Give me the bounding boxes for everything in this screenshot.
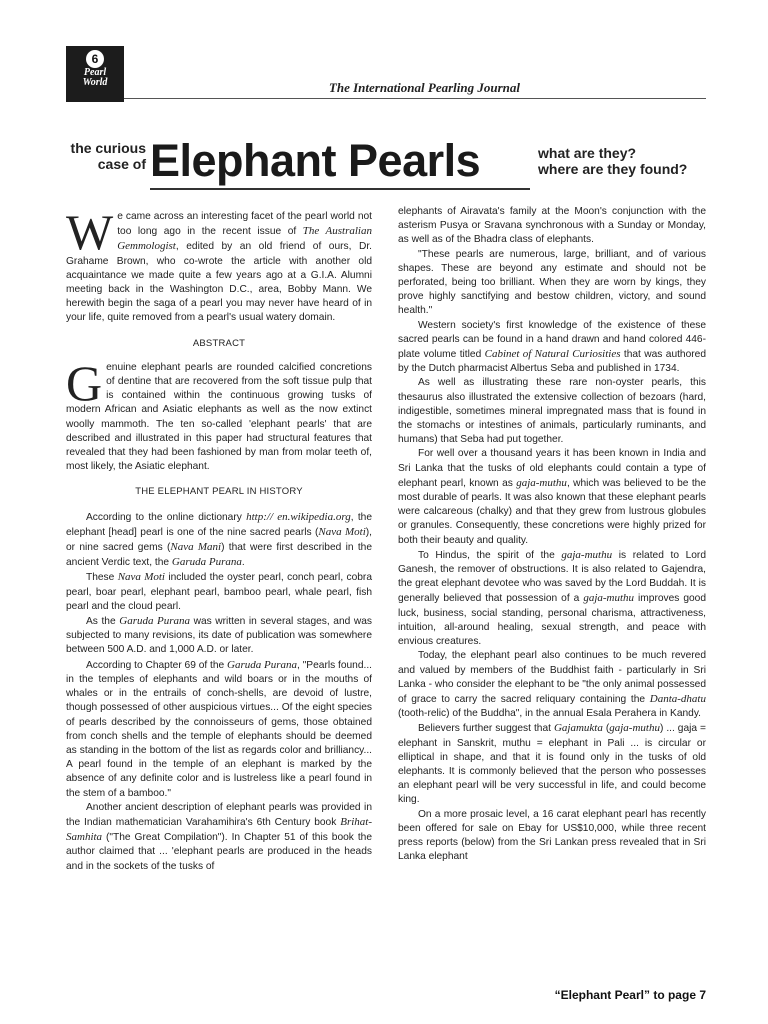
history-paragraph-1 (66, 510, 372, 571)
text-span: (tooth-relic) of the Buddha", in the annual Esala Perahera in Kandy. (398, 708, 702, 720)
kicker-right-line-1: what are they? (538, 145, 637, 161)
book-title: Cabinet of Natural Curiosities (484, 348, 621, 361)
italic-term: gaja-muthu (516, 476, 567, 489)
intro-text-a: e came across an interesting facet of the pearl world not too long ago in the recent issue of (117, 211, 372, 238)
italic-term: Danta-dhatu (649, 692, 706, 705)
title-kicker-right (538, 145, 713, 177)
history-heading: THE ELEPHANT PEARL IN HISTORY (135, 486, 303, 498)
history-paragraph-2 (66, 570, 372, 614)
text-span: , the elephant [head] pearl is one of the nine sacred pearls ( (66, 511, 372, 538)
history-paragraph-5 (66, 801, 372, 874)
right-paragraph-2: "These pearls are numerous, large, brilliant, and of various shapes. These are beyond any estimate and should not be perforated, being too brilliant. When they are worn by kings, they prove highly sanctifying and bestow children, victory, and sound health." (398, 248, 706, 317)
text-span: According to the online dictionary (86, 511, 247, 523)
text-span: Another ancient description of elephant pearls was provided in the Indian mathematician Varahamihira's 6th Century book (66, 801, 372, 828)
text-span: Believers further suggest that (418, 723, 554, 735)
abstract-paragraph (66, 354, 372, 475)
text-span: ( (602, 723, 610, 735)
italic-term: Garuda Purana (119, 615, 190, 628)
text-span: ("The Great Compilation"). In Chapter 51 of this book the author claimed that ... 'elephant pearls are produced in the heads and in the sockets of the tusks of (66, 832, 372, 872)
abstract-dropcap: G (66, 354, 103, 411)
abstract-text: enuine elephant pearls are rounded calcified concretions of dentine that are recovered from the soft tissue pulp that is contained within the continuous growing tusks of modern African and Asiatic elephants as well as the now extinct woolly mammoth. The ten so-called 'elephant pearls' that are described and illustrated in this paper had structural features that revealed that they had been fashioned by man from molar teeth of, most likely, the Asiatic elephant. (66, 361, 372, 473)
abstract-heading: ABSTRACT (192, 337, 246, 349)
intro-journal-name: The Australian Gemmologist (117, 225, 372, 253)
right-paragraph-9: On a more prosaic level, a 16 carat elephant pearl has recently been offered for sale on Ebay for US$10,000, while three recent press reports (below) from the Sri Lankan press revealed that in Sri Lanka elephant (398, 808, 706, 863)
italic-term: Nava Moti (117, 571, 165, 584)
text-span: ), or nine sacred gems ( (66, 526, 372, 554)
right-paragraph-1: elephants of Airavata's family at the Moon's conjunction with the asterism Pusya or Sravana synchronous with a Sunday or Monday, as well as of the Bhadra class of elephants. (398, 206, 706, 246)
right-paragraph-5 (398, 447, 706, 547)
italic-term: Nava Mani (170, 541, 222, 554)
italic-term: Garuda Purana (227, 658, 298, 671)
intro-text-b: , edited by an old friend of ours, Dr. Grahame Brown, who co-wrote the article with another old acquaintance we made quite a few years ago at a G.I.A. Alumni meeting back in the Washington D.C., area, Bobby Mann. We herewith begin the saga of a pearl you may never have heard of in your life, quite removed from a pearl's usual watery domain. (66, 241, 372, 324)
headline-underline (150, 188, 530, 190)
text-span: For well over a thousand years it has been known in India and Sri Lanka that the tusks of old elephants could contain a type of elephant pearl, known as (398, 448, 706, 489)
italic-term: Gajamukta (553, 722, 603, 735)
history-paragraph-3 (66, 614, 372, 658)
page-number: 6 (86, 50, 104, 68)
history-paragraph-4 (66, 658, 372, 801)
right-column (398, 205, 706, 864)
text-span: . (241, 557, 245, 569)
kicker-left-line-2: case of (97, 156, 146, 172)
text-span: According to Chapter 69 of the (86, 659, 228, 671)
text-span: improves good luck, business, social standing, personal charisma, attractiveness, intuition, all-around healing, sexual strength, and peace with envious creatures. (398, 593, 706, 648)
text-span: , "Pearls found... in the temples of elephants and wild boars or in the mouths of whales or in the entrails of conch-shells, are devoid of lustre, though possessed of other auspicious virtues... Of the eight species of pearls described by the connoisseurs of gems, those obtained from conch shells and the temple of elephants should be deemed as standing in the bottom of the list as regards color and brilliancy... A pearl found in the temple of an elephant is marked by the absence of any definite color and is lustreless like a pearl found in the stem of a bamboo." (66, 659, 373, 799)
badge-line-2: World (82, 77, 108, 88)
text-span: , which was believed to be the most durable of pearls. It was also known that these elephant pearls were calcareous (chalky) and that they grew from lustrous globules or granules. Consequently, these concretions were highly prized for both their beauty and quality. (398, 477, 706, 546)
kicker-right-line-2: where are they found? (538, 161, 688, 177)
text-span: is related to Lord Ganesh, the remover of obstructions. It is also related to Gajendra, the great elephant devotee who was saved by the Lord Buddah. It is generally believed that possession of a (398, 549, 706, 605)
left-column (66, 204, 373, 874)
text-span: Western society's first knowledge of the existence of these sacred pearls can be found in a hand drawn and hand colored 446-plate volume titled (398, 319, 706, 361)
right-paragraph-4: As well as illustrating these rare non-oyster pearls, this thesaurus also illustrated the extensive collection of bezoars (hard, indigestible, sometimes mineral impregnated mass that is found in the stomachs or intestines of animals, particularly ruminants, and humans) that Seba had put together. (398, 377, 706, 446)
continued-link[interactable]: “Elephant Pearl” to page 7 (554, 988, 706, 1002)
italic-term: gaja-muthu (609, 722, 660, 735)
wiki-url: http:// en.wikipedia.org (246, 510, 351, 523)
italic-term: Nava Moti (318, 525, 366, 538)
kicker-left-line-1: the curious (70, 140, 146, 156)
text-span: ) ... gaja = elephant in Sanskrit, muthu = elephant in Pali ... is circular or elliptical in shape, and that it is found only in the tusks of old elephants. It is commonly believed that the person who possesses an elephant pearl will be very successful in life, and could become king. (398, 723, 706, 806)
article-headline: Elephant Pearls (150, 135, 481, 186)
italic-term: Brihat-Samhita (66, 815, 372, 844)
text-span: included the oyster pearl, conch pearl, cobra pearl, boar pearl, elephant pearl, bamboo pearl, whale pearl, fish pearl and the cloud pearl. (66, 572, 372, 612)
intro-paragraph (66, 204, 372, 326)
italic-term: gaja-muthu (561, 548, 613, 561)
header-rule (124, 98, 706, 99)
right-paragraph-3 (398, 319, 706, 377)
title-kicker-left (62, 140, 146, 172)
text-span: These (86, 572, 118, 584)
italic-term: gaja-muthu (583, 592, 635, 605)
text-span: Today, the elephant pearl also continues to be much revered and valued by members of the Buddhist faith - particularly in Sri Lanka - who consider the elephant to be "the only animal possessed of grace to carry the sacred reliquary containing the (398, 650, 706, 705)
right-paragraph-8 (398, 721, 706, 807)
text-span: As the (86, 616, 120, 628)
right-paragraph-6 (398, 548, 706, 649)
text-span: that was authored by the Dutch pharmacist Albertus Seba and published in 1734. (398, 349, 706, 375)
right-paragraph-7 (398, 649, 706, 721)
intro-dropcap: W (66, 204, 114, 260)
text-span: To Hindus, the spirit of the (418, 549, 562, 561)
journal-title: The International Pearling Journal (328, 80, 520, 95)
text-span: ) that were first described in the ancient Verdic text, the (66, 542, 372, 569)
page-badge (66, 46, 124, 102)
badge-line-1: Pearl (83, 67, 107, 78)
italic-term: Garuda Purana (171, 556, 242, 569)
text-span: was written in several stages, and was subjected to many revisions, its date of publication was somewhere between 500 A.D. and 1,000 A.D. or later. (66, 616, 373, 656)
